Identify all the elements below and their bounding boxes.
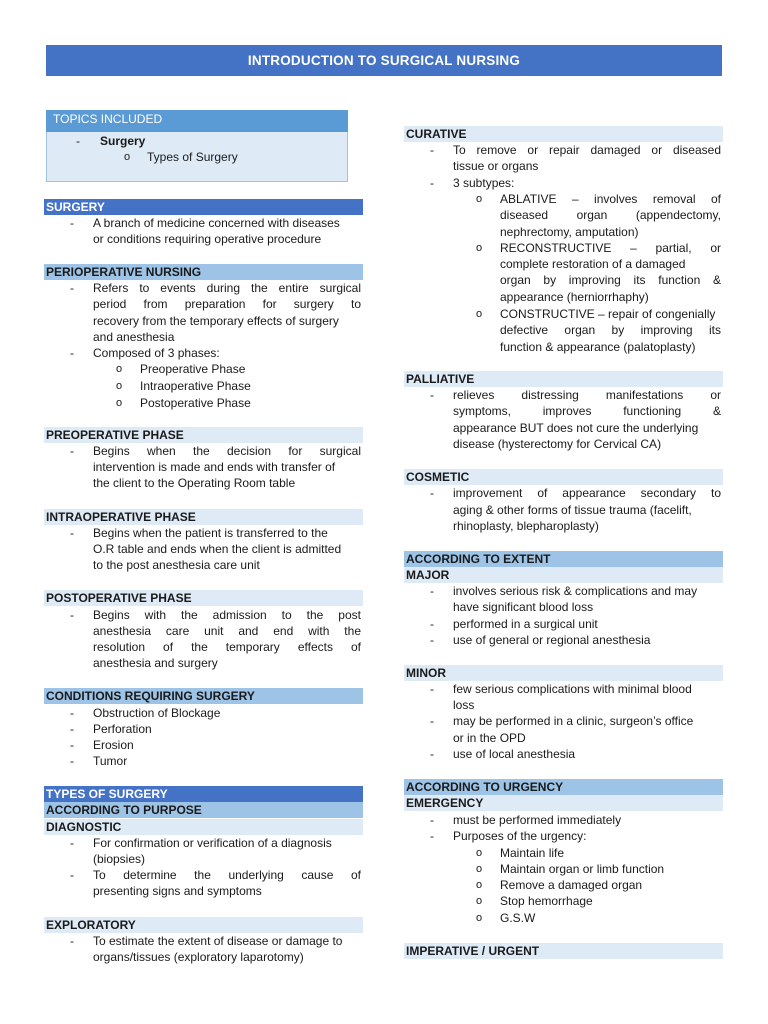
condition-item: Obstruction of Blockage [93,706,221,720]
purpose-item: Maintain life [500,846,565,860]
text-line: use of general or regional anesthesia [453,633,651,647]
bullet-circle: o [116,380,123,392]
text-line: diseased organ (appendectomy, [500,208,721,222]
bullet-dash: - [430,584,434,598]
text-line: anesthesia care unit and end with the [93,624,361,638]
topic-item: Surgery [100,134,146,148]
bullet-dash: - [70,216,74,230]
topics-header: TOPICS INCLUDED [46,110,348,132]
heading-imperative: IMPERATIVE / URGENT [404,943,723,959]
text-line: use of local anesthesia [453,747,576,761]
heading-perioperative: PERIOPERATIVE NURSING [44,264,363,280]
bullet-dash: - [430,388,434,402]
bullet-dash: - [430,747,434,761]
bullet-dash: - [70,526,74,540]
heading-curative: CURATIVE [404,126,723,142]
text-line: rhinoplasty, blepharoplasty) [453,519,599,533]
text-line: organ by improving its function & [500,273,721,287]
text-line: Begins when the decision for surgical [93,444,361,458]
bullet-circle: o [476,242,483,254]
text-line: (biopsies) [93,852,146,866]
text-line: defective organ by improving its [500,323,721,337]
heading-types: TYPES OF SURGERY [44,786,363,802]
bullet-circle: o [116,397,123,409]
phase-item: Postoperative Phase [140,396,251,410]
text-line: the client to the Operating Room table [93,476,296,490]
bullet-dash: - [70,281,74,295]
text-line: recovery from the temporary effects of surgery [93,314,339,328]
bullet-dash: - [70,934,74,948]
text-line: improvement of appearance secondary to [453,486,721,500]
text-line: appearance (herniorrhaphy) [500,290,649,304]
text-line: may be performed in a clinic, surgeon’s office [453,714,694,728]
bullet-dash: - [70,608,74,622]
bullet-dash: - [70,346,74,360]
text-line: involves serious risk & complications and may [453,584,698,598]
heading-according-purpose: ACCORDING TO PURPOSE [44,802,363,818]
bullet-dash: - [70,754,74,768]
bullet-dash: - [430,143,434,157]
bullet-dash: - [70,836,74,850]
bullet-dash: - [70,444,74,458]
heading-diagnostic: DIAGNOSTIC [44,819,363,835]
text-line: or in the OPD [453,731,526,745]
heading-intraoperative: INTRAOPERATIVE PHASE [44,509,363,525]
topic-subitem: Types of Surgery [147,150,238,164]
bullet-circle: o [124,151,131,163]
bullet-circle: o [476,912,483,924]
heading-exploratory: EXPLORATORY [44,917,363,933]
text-line: O.R table and ends when the client is admitted [93,542,342,556]
bullet-dash: - [430,176,434,190]
bullet-dash: - [70,706,74,720]
bullet-dash: - [430,813,434,827]
text-line: Begins when the patient is transferred to the [93,526,328,540]
bullet-circle: o [476,847,483,859]
text-line: ABLATIVE – involves removal of [500,192,721,206]
text-line: must be performed immediately [453,813,622,827]
purpose-item: Remove a damaged organ [500,878,643,892]
bullet-circle: o [476,863,483,875]
text-line: few serious complications with minimal blood [453,682,692,696]
text-line: period from preparation for surgery to [93,297,361,311]
purpose-item: Maintain organ or limb function [500,862,665,876]
bullet-dash: - [70,868,74,882]
condition-item: Erosion [93,738,134,752]
bullet-dash: - [430,682,434,696]
bullet-circle: o [116,363,123,375]
bullet-dash: - [70,738,74,752]
text-line: or conditions requiring operative procedure [93,232,322,246]
bullet-circle: o [476,895,483,907]
text-line: loss [453,698,475,712]
text-line: Purposes of the urgency: [453,829,587,843]
text-line: relieves distressing manifestations or [453,388,721,402]
text-line: complete restoration of a damaged [500,257,686,271]
text-line: performed in a surgical unit [453,617,598,631]
text-line: CONSTRUCTIVE – repair of congenially [500,307,716,321]
condition-item: Perforation [93,722,152,736]
bullet-dash: - [430,633,434,647]
heading-conditions: CONDITIONS REQUIRING SURGERY [44,688,363,704]
text-line: 3 subtypes: [453,176,515,190]
heading-according-urgency: ACCORDING TO URGENCY [404,779,723,795]
bullet-dash: - [70,722,74,736]
bullet-dash: - [430,486,434,500]
text-line: presenting signs and symptoms [93,884,262,898]
text-line: symptoms, improves functioning & [453,404,721,418]
text-line: Composed of 3 phases: [93,346,220,360]
purpose-item: G.S.W [500,911,536,925]
text-line: To determine the underlying cause of [93,868,361,882]
text-line: and anesthesia [93,330,175,344]
page-title: INTRODUCTION TO SURGICAL NURSING [46,45,722,76]
heading-minor: MINOR [404,665,723,681]
text-line: organs/tissues (exploratory laparotomy) [93,950,304,964]
text-line: have significant blood loss [453,600,594,614]
bullet-circle: o [476,193,483,205]
text-line: intervention is made and ends with transfer of [93,460,336,474]
text-line: nephrectomy, amputation) [500,225,639,239]
bullet-dash: - [430,617,434,631]
bullet-dash: - [430,829,434,843]
text-line: Refers to events during the entire surgical [93,281,361,295]
text-line: RECONSTRUCTIVE – partial, or [500,241,721,255]
bullet-dash: - [76,134,80,148]
text-line: appearance BUT does not cure the underlying [453,421,699,435]
heading-emergency: EMERGENCY [404,795,723,811]
text-line: tissue or organs [453,159,539,173]
text-line: Begins with the admission to the post [93,608,361,622]
text-line: A branch of medicine concerned with diseases [93,216,340,230]
phase-item: Preoperative Phase [140,362,246,376]
text-line: To remove or repair damaged or diseased [453,143,721,157]
text-line: anesthesia and surgery [93,656,218,670]
bullet-dash: - [430,714,434,728]
heading-according-extent: ACCORDING TO EXTENT [404,551,723,567]
heading-preoperative: PREOPERATIVE PHASE [44,427,363,443]
bullet-circle: o [476,879,483,891]
text-line: disease (hysterectomy for Cervical CA) [453,437,662,451]
condition-item: Tumor [93,754,128,768]
heading-surgery: SURGERY [44,199,363,215]
phase-item: Intraoperative Phase [140,379,251,393]
purpose-item: Stop hemorrhage [500,894,593,908]
heading-major: MAJOR [404,567,723,583]
text-line: function & appearance (palatoplasty) [500,340,696,354]
heading-postoperative: POSTOPERATIVE PHASE [44,590,363,606]
bullet-circle: o [476,308,483,320]
text-line: resolution of the temporary effects of [93,640,361,654]
heading-palliative: PALLIATIVE [404,371,723,387]
text-line: aging & other forms of tissue trauma (facelift, [453,503,692,517]
heading-cosmetic: COSMETIC [404,469,723,485]
text-line: To estimate the extent of disease or damage to [93,934,343,948]
text-line: to the post anesthesia care unit [93,558,260,572]
text-line: For confirmation or verification of a diagnosis [93,836,332,850]
